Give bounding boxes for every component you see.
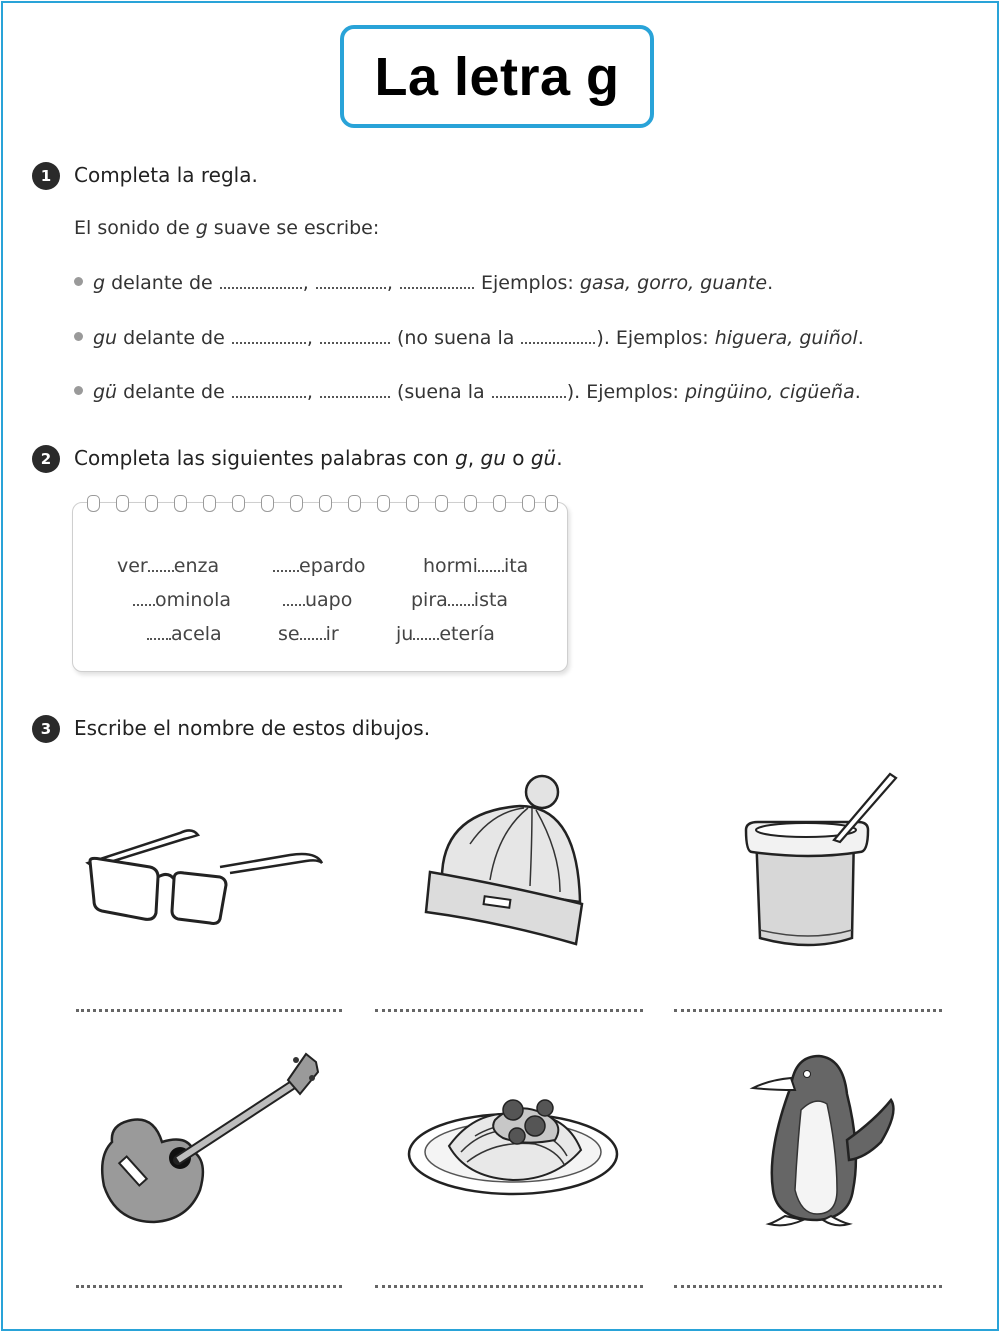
fill-blank[interactable] [521,341,595,344]
exercise-1-number: 1 [32,162,60,190]
answer-line[interactable] [674,1285,942,1288]
fill-word[interactable]: se ir [278,623,339,645]
penguin-icon [745,1050,905,1235]
rule-1: g delante de , , Ejemplos: gasa, gorro, guante. [74,272,773,294]
ring-icon [145,495,158,512]
fill-blank[interactable] [320,395,390,398]
fill-word[interactable]: epardo [273,555,366,577]
exercise-1-heading: Completa la regla. [74,163,258,187]
fill-blank[interactable] [220,286,302,289]
exercise-3-heading: Escribe el nombre de estos dibujos. [74,716,431,740]
ring-icon [203,495,216,512]
ring-icon [377,495,390,512]
bullet-icon [74,277,83,286]
notebook-card [72,502,568,672]
exercise-2-number: 2 [32,445,60,473]
fill-blank[interactable] [316,286,386,289]
wool-hat-icon [420,772,590,952]
spaghetti-icon [405,1080,620,1200]
ring-icon [116,495,129,512]
rule-2: gu delante de , (no suena la ). Ejemplos: higuera, guiñol. [74,327,864,349]
bullet-icon [74,386,83,395]
fill-blank[interactable] [232,395,306,398]
ring-icon [348,495,361,512]
fill-word[interactable]: pira ista [411,589,509,611]
fill-word[interactable]: ver enza [117,555,220,577]
title-box [340,25,654,128]
ring-icon [319,495,332,512]
fill-word[interactable]: hormi ita [423,555,529,577]
ring-icon [435,495,448,512]
ring-icon [87,495,100,512]
fill-blank[interactable] [320,341,390,344]
rule-3: gü delante de , (suena la ). Ejemplos: pingüino, cigüeña. [74,381,861,403]
ring-icon [522,495,535,512]
answer-line[interactable] [674,1009,942,1012]
yogurt-icon [740,770,910,955]
bullet-icon [74,332,83,341]
answer-line[interactable] [76,1009,342,1012]
ring-icon [493,495,506,512]
exercise-3-number: 3 [32,715,60,743]
ring-icon [545,495,558,512]
exercise-1-intro: El sonido de g suave se escribe: [74,217,380,239]
glasses-icon [80,815,330,935]
exercise-2-heading: Completa las siguientes palabras con g, gu o gü. [74,446,563,470]
ring-icon [290,495,303,512]
fill-word[interactable]: ominola [133,589,231,611]
answer-line[interactable] [375,1285,643,1288]
fill-blank[interactable] [400,286,474,289]
ring-icon [406,495,419,512]
page-title: La letra g [374,46,620,107]
ring-icon [174,495,187,512]
ring-icon [232,495,245,512]
answer-line[interactable] [76,1285,342,1288]
ring-icon [464,495,477,512]
fill-word[interactable]: acela [147,623,222,645]
guitar-icon [92,1050,322,1235]
fill-word[interactable]: uapo [283,589,352,611]
fill-blank[interactable] [492,395,566,398]
fill-blank[interactable] [232,341,306,344]
ring-icon [261,495,274,512]
answer-line[interactable] [375,1009,643,1012]
fill-word[interactable]: ju etería [396,623,495,645]
